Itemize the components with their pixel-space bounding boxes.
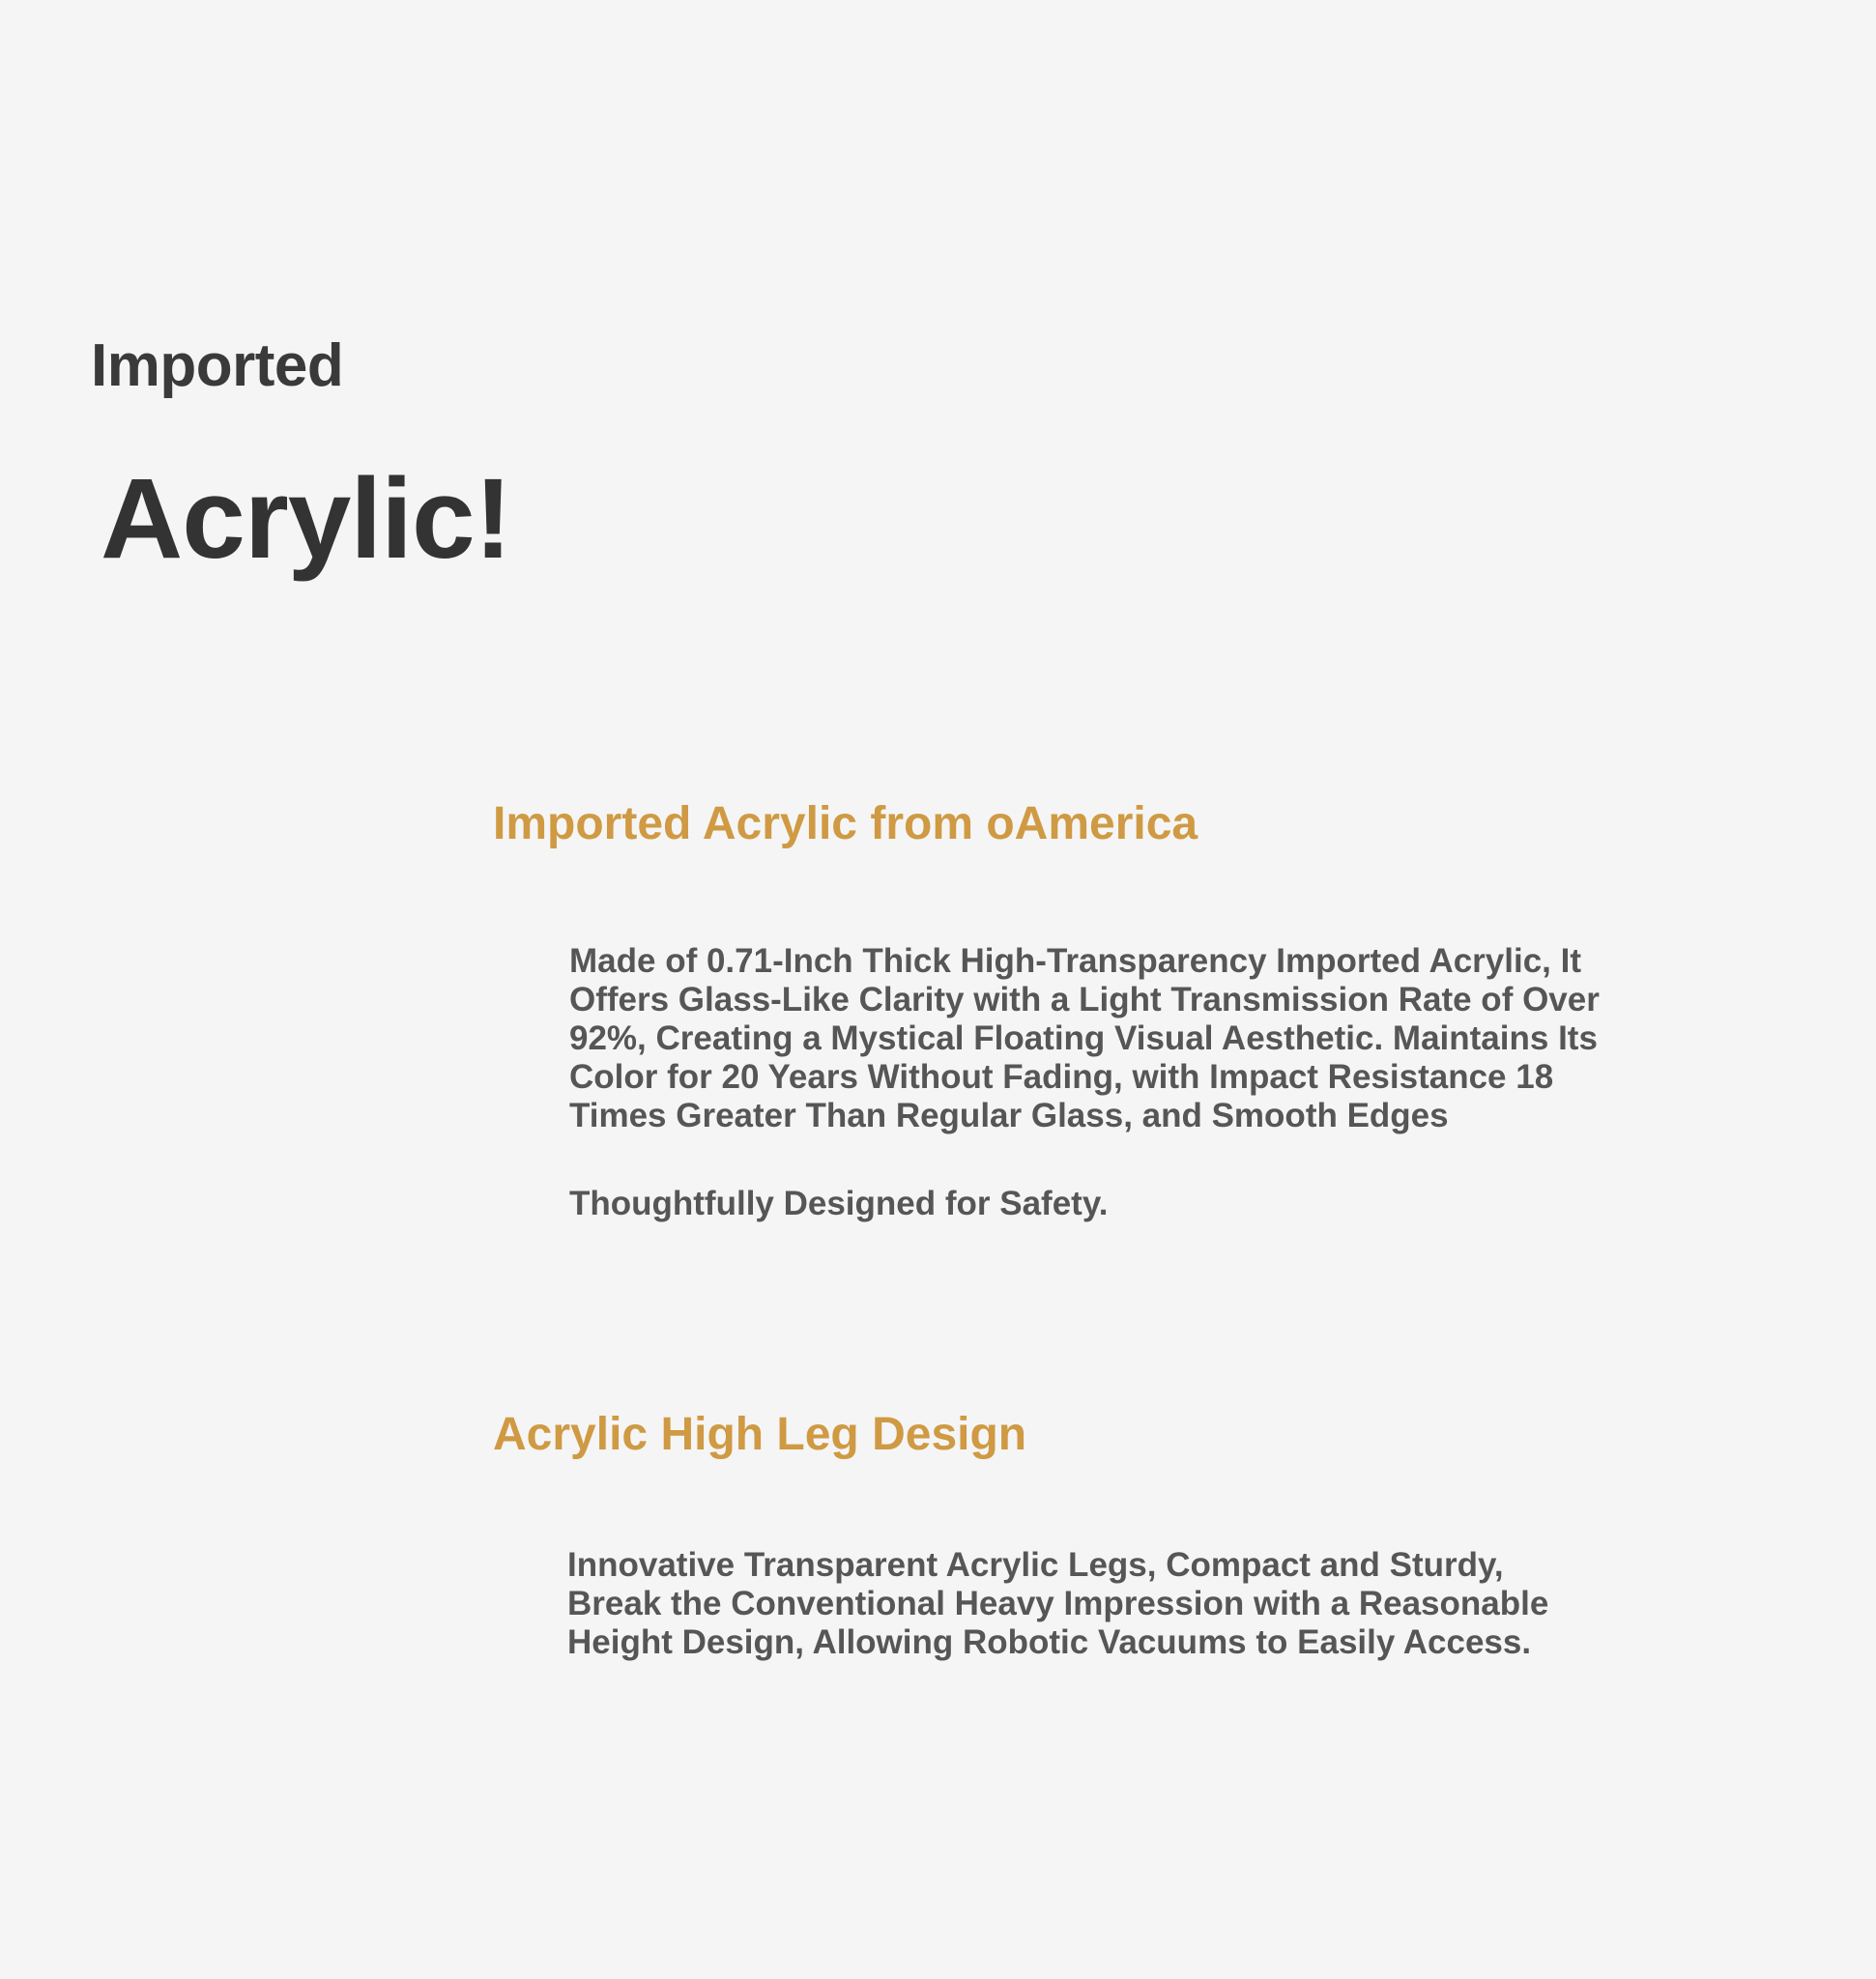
section-heading-imported-acrylic: Imported Acrylic from oAmerica (493, 798, 1198, 849)
hero-title: Acrylic! (101, 455, 511, 583)
hero-subtitle: Imported (91, 332, 344, 399)
section-heading-high-leg-design: Acrylic High Leg Design (493, 1409, 1027, 1460)
section-paragraph-safety-note: Thoughtfully Designed for Safety. (569, 1185, 1109, 1222)
section-paragraph-leg-description: Innovative Transparent Acrylic Legs, Compact and Sturdy, Break the Conventional Heavy Impression with a Reasonable Height Design, Allowing Robotic Vacuums to Easily Access. (567, 1546, 1549, 1661)
section-paragraph-acrylic-description: Made of 0.71-Inch Thick High-Transparency Imported Acrylic, It Offers Glass-Like Clarity with a Light Transmission Rate of Over 92%, Creating a Mystical Floating Visual Aesthetic. Maintains Its Color for 20 Years Without Fading, with Impact Resistance 18 Times Greater Than Regular Glass, and Smooth Edges (569, 942, 1600, 1134)
